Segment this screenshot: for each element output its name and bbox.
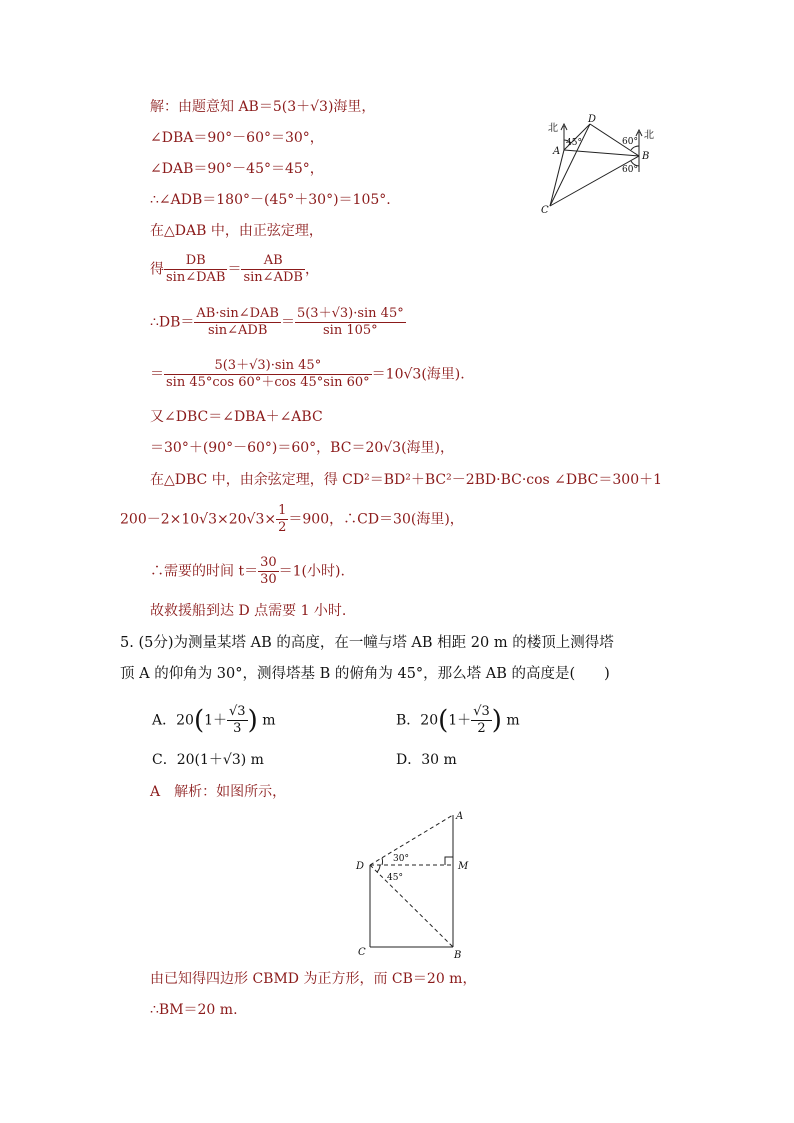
- solution-line-9: 又∠DBC＝∠DBA＋∠ABC: [150, 409, 323, 425]
- result-db: ＝10√3(海里).: [371, 366, 465, 383]
- label-m: M: [458, 861, 469, 872]
- solution-line-4: ∴∠ADB＝180°－(45°＋30°)＝105°.: [150, 192, 391, 208]
- label-c: C: [541, 205, 549, 216]
- paren-right: ): [247, 705, 258, 736]
- paren-left: (: [438, 705, 449, 736]
- label-c: C: [358, 947, 366, 958]
- numerator: AB: [241, 253, 304, 270]
- fraction-ab-sin-adb: [241, 253, 304, 286]
- numerator: DB: [164, 253, 227, 270]
- equals: ＝: [150, 366, 164, 383]
- option-c: C．20(1＋√3) m: [152, 752, 264, 768]
- numerator: √3: [473, 704, 490, 719]
- text-de: 得: [150, 261, 164, 278]
- figure-navigation: [540, 112, 670, 216]
- label-d: D: [588, 114, 597, 125]
- segment-db: [370, 865, 453, 947]
- solution-line-1: 解：由题意知 AB＝5(3＋√3)海里，: [150, 99, 376, 115]
- option-a-fraction: [227, 704, 248, 737]
- option-b-fraction: [471, 704, 492, 737]
- result-time: ＝1(小时).: [278, 563, 345, 580]
- segment-da: [370, 815, 453, 865]
- right-angle-m: [445, 857, 453, 865]
- equals: ＝: [227, 261, 242, 278]
- denominator: sin∠ADB: [243, 270, 303, 285]
- angle-arc-30: [382, 858, 383, 865]
- numerator: √3: [229, 704, 246, 719]
- label-north-left: 北: [548, 123, 558, 134]
- paren-left: (: [193, 705, 205, 736]
- label-north-right: 北: [644, 130, 654, 141]
- label-b: B: [642, 151, 650, 162]
- denominator: 30: [260, 572, 277, 587]
- text-cosine-calc: 200－2×10√3×20√3×: [120, 511, 277, 528]
- text-time: ∴需要的时间 t＝: [150, 563, 259, 580]
- option-b: [396, 704, 520, 737]
- label-d: D: [356, 861, 365, 872]
- option-a-label: A．20: [152, 712, 194, 729]
- label-angle-30: 30°: [393, 854, 409, 864]
- equals: ＝: [280, 314, 295, 331]
- result-cd: ＝900，∴CD＝30(海里)，: [288, 511, 464, 528]
- solution-line-3: ∠DAB＝90°－45°＝45°，: [150, 161, 324, 177]
- label-angle-60-bottom: 60°: [622, 165, 638, 175]
- denominator: 2: [278, 520, 287, 535]
- figure-tower: [350, 805, 480, 965]
- answer-5-line-2: 由已知得四边形 CBMD 为正方形，而 CB＝20 m，: [150, 971, 477, 987]
- solution-line-6: [150, 253, 319, 286]
- segment-cb: [550, 156, 639, 206]
- numerator: AB·sin∠DAB: [196, 306, 279, 321]
- solution-line-14: 故救援船到达 D 点需要 1 小时.: [150, 603, 347, 619]
- fraction-db-sin-dab: [164, 253, 227, 286]
- segment-cd: [550, 124, 590, 206]
- solution-line-8: [150, 358, 465, 391]
- denominator: 2: [477, 721, 486, 736]
- text-db-equals: ∴DB＝: [150, 314, 195, 331]
- solution-line-5: 在△DAB 中，由正弦定理，: [150, 223, 323, 239]
- answer-5-line-3: ∴BM＝20 m.: [150, 1002, 238, 1018]
- option-a-unit: m: [262, 712, 276, 729]
- option-a-inner: 1＋: [204, 712, 228, 729]
- fraction-half: [276, 503, 288, 536]
- question-5-line-2: 顶 A 的仰角为 30°，测得塔基 B 的俯角为 45°，那么塔 AB 的高度是( ): [120, 666, 610, 682]
- solution-line-2: ∠DBA＝90°－60°＝30°，: [150, 130, 324, 146]
- denominator: sin∠DAB: [166, 270, 226, 285]
- label-a: A: [553, 146, 561, 157]
- fraction-expanded: [164, 358, 372, 391]
- solution-line-7: [150, 306, 406, 339]
- solution-line-10: ＝30°＋(90°－60°)＝60°，BC＝20√3(海里)，: [150, 440, 455, 456]
- label-a: A: [456, 811, 464, 822]
- question-5-line-1: 5. (5分)为测量某塔 AB 的高度，在一幢与塔 AB 相距 20 m 的楼顶上测得塔: [120, 635, 614, 651]
- label-b: B: [454, 950, 462, 961]
- numerator: 5(3＋√3)·sin 45°: [296, 306, 404, 321]
- label-angle-45: 45°: [566, 138, 582, 148]
- denominator: sin 45°cos 60°＋cos 45°sin 60°: [166, 375, 370, 390]
- numerator: 30: [260, 555, 277, 570]
- denominator: sin∠ADB: [207, 323, 268, 338]
- answer-5-line-1: A 解析：如图所示，: [150, 784, 287, 800]
- solution-line-11: 在△DBC 中，由余弦定理，得 CD²＝BD²＋BC²－2BD·BC·cos ∠DBC＝300＋1: [150, 472, 663, 488]
- option-a: [152, 704, 275, 737]
- label-angle-60-top: 60°: [622, 137, 638, 147]
- denominator: sin 105°: [323, 323, 378, 338]
- solution-line-12: [120, 503, 464, 536]
- fraction-sin105: [295, 306, 406, 339]
- numerator: 1: [278, 503, 287, 518]
- fraction-30-30: [258, 555, 279, 588]
- option-b-label: B．20: [396, 712, 439, 729]
- paren-right: ): [491, 705, 502, 736]
- fraction-ab-sin-dab: [194, 306, 281, 339]
- comma: ，: [304, 261, 319, 278]
- option-b-inner: 1＋: [448, 712, 472, 729]
- denominator: 3: [233, 721, 242, 736]
- label-angle-45: 45°: [387, 873, 403, 883]
- option-b-unit: m: [506, 712, 520, 729]
- solution-line-13: [150, 555, 345, 588]
- angle-arc-45: [377, 865, 380, 872]
- numerator: 5(3＋√3)·sin 45°: [164, 358, 372, 375]
- option-d: D．30 m: [396, 752, 457, 768]
- segment-ca: [550, 150, 564, 206]
